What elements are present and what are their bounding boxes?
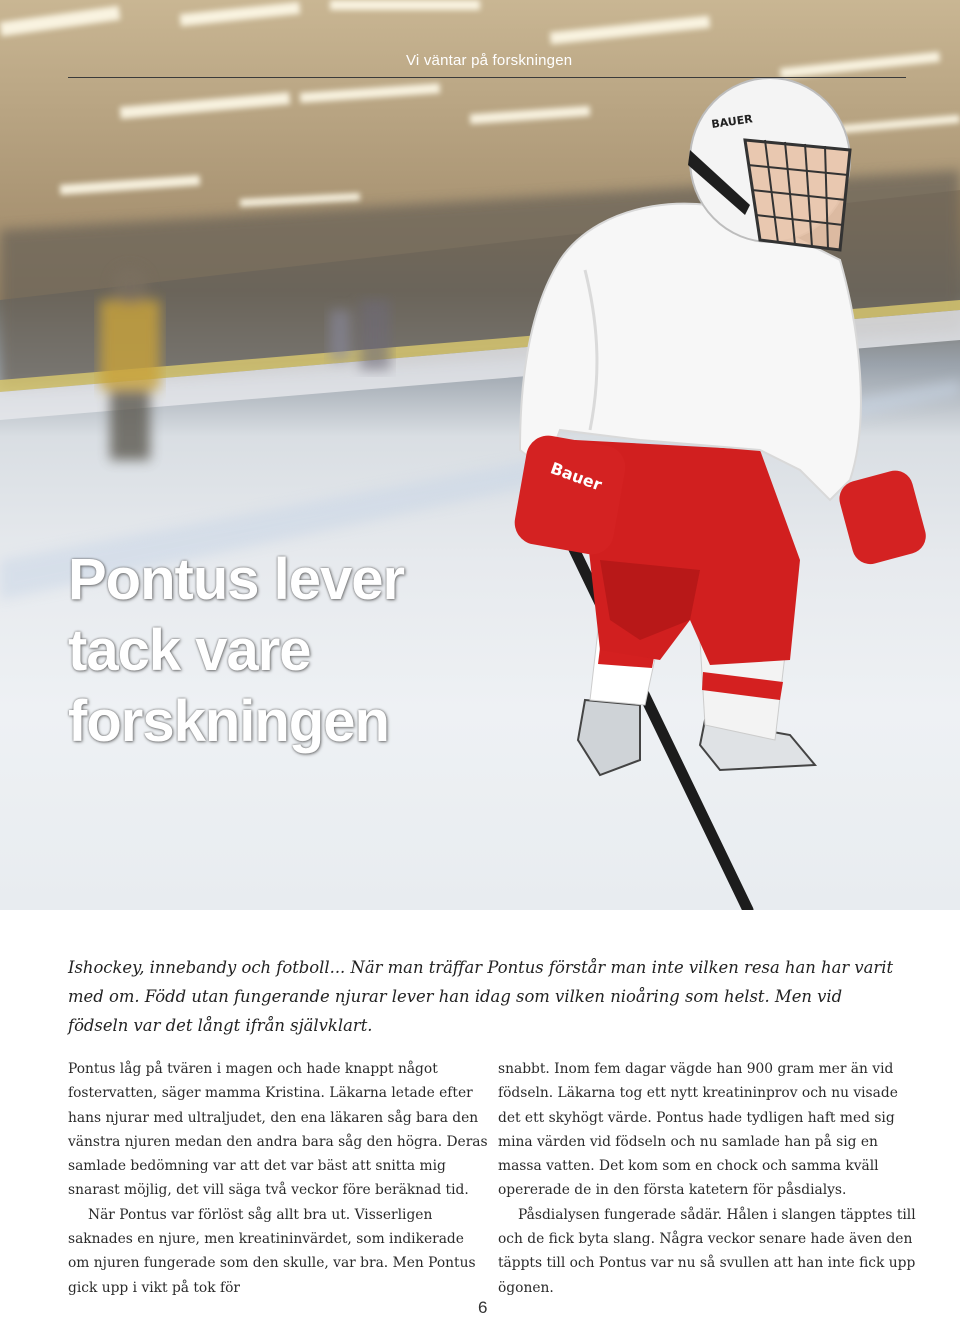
left-skate — [578, 700, 640, 775]
article-title — [68, 544, 488, 757]
svg-text:BAUER: BAUER — [710, 112, 754, 131]
body-paragraph: När Pontus var förlöst såg allt bra ut. Visserligen saknades en njure, men kreatininvärdet, som indikerade om njuren fungerade som den skulle, var bra. Men Pontus gick upp i vikt på tok för — [68, 1206, 476, 1296]
title-line: forskningen — [68, 689, 389, 754]
page-number: 6 — [478, 1298, 488, 1317]
lead-paragraph: Ishockey, innebandy och fotboll... När man träffar Pontus förstår man inte vilken resa han har varit med om. Född utan fungerande njurar lever han idag som vilken nioåring som helst. Men vid födseln var det långt ifrån självklart. — [68, 958, 894, 1035]
body-paragraph: snabbt. Inom fem dagar vägde han 900 gram mer än vid födseln. Läkarna tog ett nytt kreatininprov och nu visade det ett skyhögt värde. Pontus hade tydligen haft med sig mina värden vid födseln och nu samlade han på sig en massa vatten. Det kom som en chock och samma kväll opererade de in den första katetern för påsdialys. — [498, 1061, 898, 1199]
body-column-right — [498, 1057, 918, 1300]
body-column-left — [68, 1057, 488, 1300]
title-line: tack vare — [68, 618, 311, 683]
svg-text:Bauer: Bauer — [547, 458, 605, 495]
left-glove — [511, 432, 629, 558]
running-head: Vi väntar på forskningen — [406, 52, 573, 69]
body-paragraph: Påsdialysen fungerade sådär. Hålen i slangen täpptes till och de fick byta slang. Några veckor senare hade även den täppts till och Pontus var nu så svullen att han inte fick upp ögonen. — [498, 1206, 916, 1296]
body-paragraph: Pontus låg på tvären i magen och hade knappt något fostervatten, säger mamma Kristina. Läkarna letade efter hans njurar med ultraljudet, den ena läkaren såg bara den vänstra njuren medan den andra bara såg den högra. Deras samlade bedömning var att det var bäst att snitta mig snarast möjlig, det vill säga två veckor före beräknad tid. — [68, 1061, 488, 1199]
header-rule — [68, 77, 906, 78]
title-line: Pontus lever — [68, 547, 405, 612]
